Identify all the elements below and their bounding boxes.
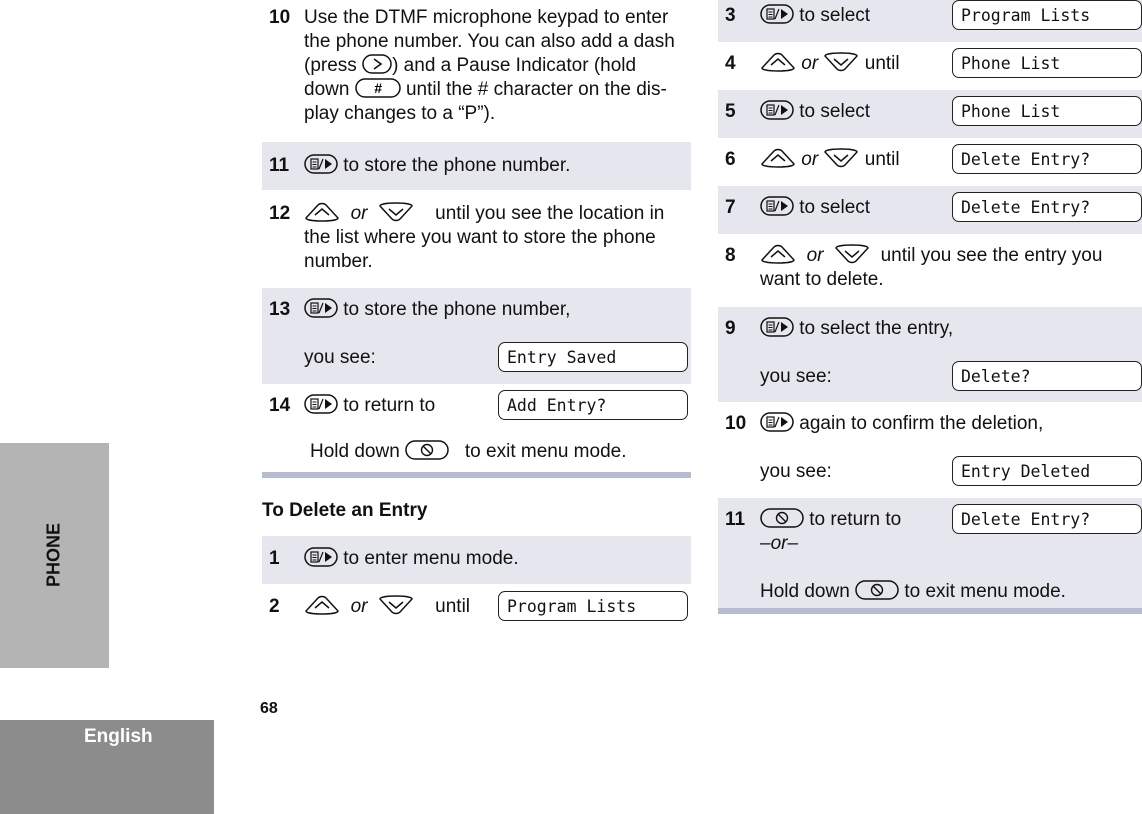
step-10 (718, 402, 1142, 498)
step-text: to enter menu mode. (304, 547, 685, 571)
step-number: 10 (269, 7, 291, 28)
display-screen: Program Lists (952, 0, 1142, 30)
step-text: to select (760, 196, 1136, 220)
step-13 (262, 288, 691, 384)
step-number: 11 (269, 155, 290, 176)
display-screen: Entry Deleted (952, 456, 1142, 486)
step-number: 6 (725, 149, 736, 170)
delete-step-1 (262, 536, 691, 584)
display-screen: Entry Saved (498, 342, 688, 372)
text-line: (press ) and a Pause Indicator (hold (304, 55, 637, 76)
exit-key-icon (760, 508, 804, 528)
menu-select-key-icon (304, 298, 338, 318)
step-number: 11 (725, 509, 746, 530)
you-see-label: you see: (304, 347, 376, 368)
step-text: to select the entry, (760, 317, 1136, 341)
menu-select-key-icon (760, 4, 794, 24)
scroll-down-key-icon (378, 594, 414, 616)
step-number: 5 (725, 101, 736, 122)
step-11 (262, 142, 691, 190)
display-screen: Delete Entry? (952, 504, 1142, 534)
text-line: the phone number. You can also add a dash (304, 31, 675, 52)
step-text: to return to (304, 394, 685, 418)
display-screen: Program Lists (498, 591, 688, 621)
side-tab-phone (0, 443, 109, 668)
right-column (718, 0, 1142, 614)
step-11 (718, 498, 1142, 608)
step-text: or until (304, 595, 685, 619)
step-number: 10 (725, 413, 747, 434)
scroll-down-key-icon (834, 243, 870, 265)
step-text: to select (760, 4, 1136, 28)
step-14 (262, 384, 691, 472)
hold-text: Hold down to exit menu mode. (760, 581, 1066, 602)
scroll-down-key-icon (378, 201, 414, 223)
hold-text: Hold down to exit menu mode. (310, 441, 627, 462)
menu-select-key-icon (304, 547, 338, 567)
step-7 (718, 186, 1142, 234)
page-number: 68 (260, 700, 278, 717)
step-number: 8 (725, 245, 736, 266)
step-4 (718, 42, 1142, 90)
hash-key-icon (355, 78, 401, 98)
step-text: or until you see the location in the list where you want to store the phone number. (304, 202, 685, 274)
delete-step-2 (262, 584, 691, 632)
scroll-down-key-icon (823, 147, 859, 169)
step-number: 14 (269, 395, 291, 416)
step-number: 1 (269, 548, 280, 569)
step-text: to store the phone number. (304, 154, 685, 178)
step-6 (718, 138, 1142, 186)
display-screen: Delete Entry? (952, 192, 1142, 222)
step-text: to store the phone number, (304, 298, 685, 322)
scroll-up-key-icon (760, 147, 796, 169)
step-3 (718, 0, 1142, 42)
display-screen: Delete? (952, 361, 1142, 391)
text-line: Use the DTMF microphone keypad to enter (304, 7, 669, 28)
step-12 (262, 190, 691, 288)
step-number: 4 (725, 53, 736, 74)
step-number: 7 (725, 197, 736, 218)
side-tab-label: PHONE (43, 522, 64, 588)
section-heading: To Delete an Entry (262, 500, 428, 521)
step-number: 13 (269, 299, 291, 320)
left-column (262, 0, 691, 632)
step-9 (718, 307, 1142, 402)
step-text: again to confirm the deletion, (760, 412, 1136, 436)
scroll-up-key-icon (304, 201, 340, 223)
menu-select-key-icon (760, 412, 794, 432)
display-screen: Delete Entry? (952, 144, 1142, 174)
step-text (304, 6, 685, 126)
menu-select-key-icon (760, 317, 794, 337)
step-text: or until you see the entry you want to delete. (760, 244, 1136, 292)
display-screen: Add Entry? (498, 390, 688, 420)
step-number: 2 (269, 596, 280, 617)
display-screen: Phone List (952, 48, 1142, 78)
language-label: English (84, 726, 153, 747)
step-5 (718, 90, 1142, 138)
language-tab (0, 720, 214, 814)
step-number: 9 (725, 318, 736, 339)
menu-select-key-icon (760, 100, 794, 120)
step-8 (718, 234, 1142, 307)
scroll-up-key-icon (304, 594, 340, 616)
step-number: 12 (269, 203, 291, 224)
step-text: to select (760, 100, 1136, 124)
scroll-up-key-icon (760, 51, 796, 73)
step-text: or until (760, 52, 1136, 76)
section-divider (718, 608, 1142, 614)
svg-text:#: # (373, 79, 382, 96)
step-text: or until (760, 148, 1136, 172)
right-arrow-key-icon (362, 54, 392, 74)
step-number: 3 (725, 5, 736, 26)
scroll-down-key-icon (823, 51, 859, 73)
text-line: play changes to a “P”). (304, 103, 496, 124)
scroll-up-key-icon (760, 243, 796, 265)
menu-select-key-icon (304, 394, 338, 414)
exit-key-icon (405, 440, 449, 460)
step-10 (262, 0, 691, 142)
text-line: down # until the # character on the dis- (304, 79, 667, 100)
exit-key-icon (855, 580, 899, 600)
or-text: –or– (760, 533, 799, 554)
menu-select-key-icon (304, 154, 338, 174)
step-text: to return to (760, 508, 1136, 532)
menu-select-key-icon (760, 196, 794, 216)
you-see-label: you see: (760, 366, 832, 387)
display-screen: Phone List (952, 96, 1142, 126)
you-see-label: you see: (760, 461, 832, 482)
